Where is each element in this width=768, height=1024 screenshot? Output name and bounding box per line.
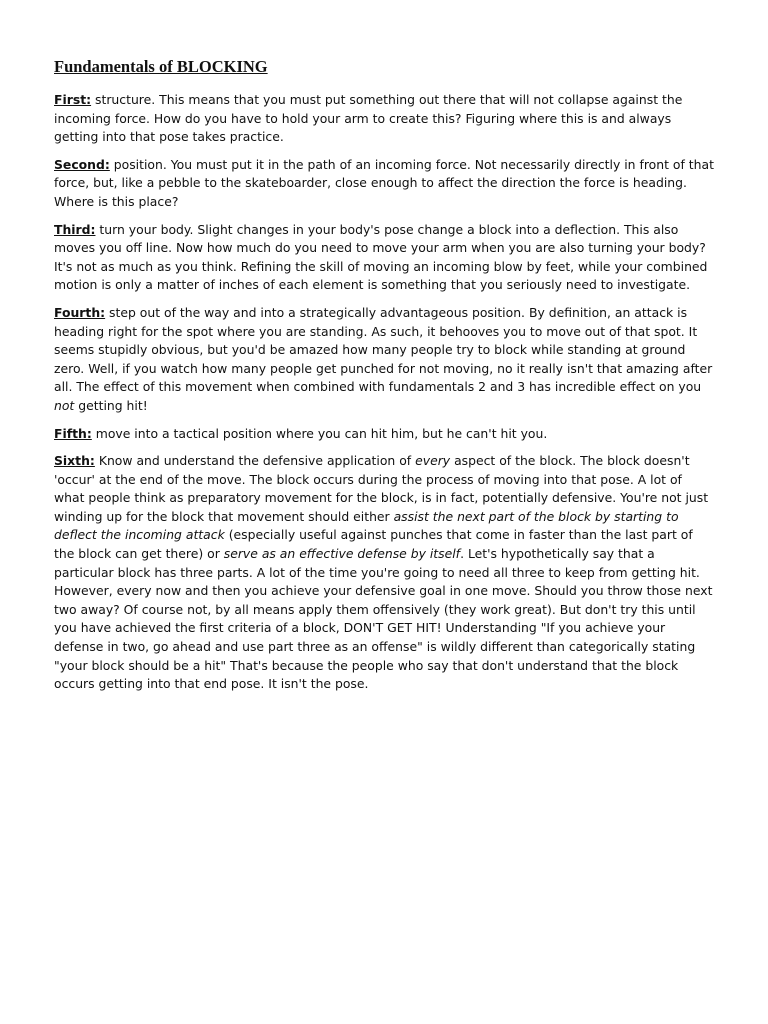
paragraph-lead-second: Second: xyxy=(54,156,110,172)
paragraph-text-second: position. You must put it in the path of an incoming force. Not necessarily directly in front of that force, but, like a pebble to the skateboarder, close enough to affect the direction the force is heading. Where is this place? xyxy=(54,156,714,209)
document-title: Fundamentals of BLOCKING xyxy=(54,57,268,76)
paragraph-emphasis-sixth-1: every xyxy=(415,453,451,469)
paragraph-emphasis-sixth-2: assist the next part of the block by starting to deflect the incoming attack xyxy=(54,508,679,543)
paragraph-fourth xyxy=(54,304,716,416)
paragraph-first xyxy=(54,91,716,147)
paragraph-text-fifth: move into a tactical position where you can hit him, but he can't hit you. xyxy=(91,425,548,441)
paragraph-text-sixth-4: . Let's hypothetically say that a particular block has three parts. A lot of the time you're going to need all three to keep from getting hit. However, every now and then you achieve your defensive goal in one move. Should you throw those next two away? Of course not, by all means apply them offensively (they work great). But don't try this until you have achieved the first criteria of a block, DON'T GET HIT! Understanding "If you achieve your defense in two, go ahead and use part three as an offense" is wildly different than categorically stating "your block should be a hit" That's because the people who say that don't understand that the block occurs getting into that end pose. It isn't the pose. xyxy=(54,546,713,692)
paragraph-text-sixth-3: (especially useful against punches that come in faster than the last part of the block can get there) or xyxy=(54,527,693,562)
paragraph-text-third: turn your body. Slight changes in your body's pose change a block into a deflection. This also moves you off line. Now how much do you need to move your arm when you are also turning your body? It's not as much as you think. Refining the skill of moving an incoming blow by feet, while your combined motion is only a matter of inches of each element is something that you seriously need to investigate. xyxy=(54,221,708,293)
paragraph-text-fourth-end: getting hit! xyxy=(74,397,148,413)
paragraph-lead-first: First: xyxy=(54,92,92,107)
paragraph-text-fourth: step out of the way and into a strategically advantageous position. By definition, an attack is heading right for the spot where you are standing. As such, it behooves you to move out of that spot. It seems stupidly obvious, but you'd be amazed how many people try to block while standing at ground zero. Well, if you watch how many people get punched for not moving, no it really isn't that amazing after all. The effect of this movement when combined with fundamentals 2 and 3 has incredible effect on you xyxy=(54,304,713,395)
paragraph-text-sixth-1: Know and understand the defensive application of xyxy=(94,453,416,469)
paragraph-lead-fifth: Fifth: xyxy=(54,425,92,441)
paragraph-second xyxy=(54,156,716,212)
paragraph-lead-fourth: Fourth: xyxy=(54,304,106,320)
paragraph-text-sixth-2: aspect of the block. The block doesn't 'occur' at the end of the move. The block occurs during the process of moving into that pose. A lot of what people think as preparatory movement for the block, is in fact, potentially defensive. You're not just winding up for the block that movement should either xyxy=(54,453,709,524)
paragraph-emphasis-fourth: not xyxy=(54,397,75,413)
document-page xyxy=(54,56,716,703)
paragraph-emphasis-sixth-3: serve as an effective defense by itself xyxy=(223,546,461,562)
paragraph-sixth xyxy=(54,452,716,694)
paragraph-lead-sixth: Sixth: xyxy=(54,453,95,469)
paragraph-third xyxy=(54,221,716,295)
paragraph-fifth xyxy=(54,425,716,444)
paragraph-lead-third: Third: xyxy=(54,221,96,237)
paragraph-text-first: structure. This means that you must put something out there that will not collapse against the incoming force. How do you have to hold your arm to create this? Figuring where this is and always getting into that pose takes practice. xyxy=(54,92,683,145)
